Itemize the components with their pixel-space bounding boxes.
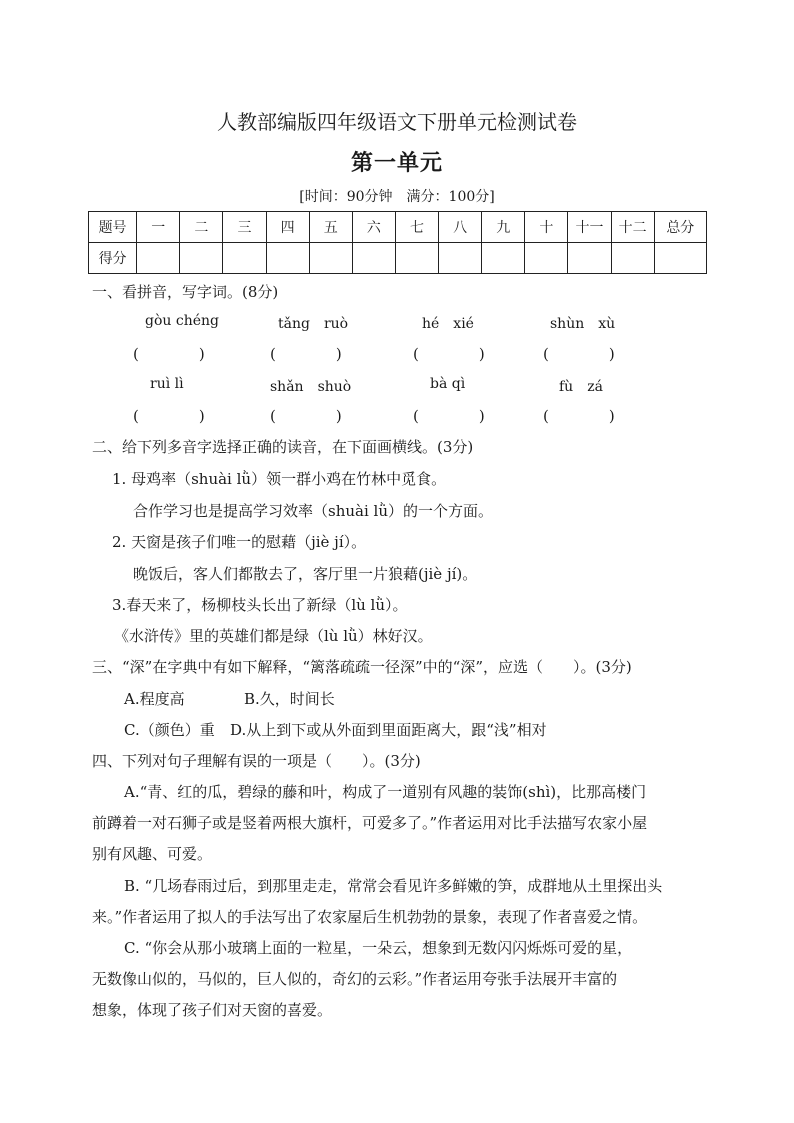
answer-line: C. “你会从那小玻璃上面的一粒星，一朵云，想象到无数闪闪烁烁可爱的星， [124,939,633,957]
score-header-cell: 十一 [568,212,611,243]
answer-bracket[interactable]: ( ) [543,345,615,363]
score-header-cell: 题号 [89,212,137,243]
answer-line: B. “几场春雨过后，到那里走走，常常会看见许多鲜嫩的笋，成群地从土里探出头 [124,877,663,895]
pinyin-item: fù zá [559,379,603,395]
question-line: 1. 母鸡率（shuài lǜ）领一群小鸡在竹林中觅食。 [112,470,447,488]
score-cell[interactable] [611,243,654,274]
score-cell[interactable] [482,243,525,274]
score-header-cell: 十 [525,212,568,243]
answer-line: A.“青、红的瓜，碧绿的藤和叶，构成了一道别有风趣的装饰(shì)，比那高楼门 [124,783,647,801]
score-cell[interactable] [439,243,482,274]
answer-bracket[interactable]: ( ) [133,407,205,425]
question-line: 合作学习也是提高学习效率（shuài lǜ）的一个方面。 [133,502,493,520]
answer-bracket[interactable]: ( ) [543,407,615,425]
pinyin-item: bà qì [430,376,466,392]
score-cell[interactable] [266,243,309,274]
pinyin-item: shùn xù [550,316,616,332]
answer-bracket[interactable]: ( ) [270,407,342,425]
option-a: A.程度高 [124,690,185,708]
answer-line: 别有风趣、可爱。 [92,845,213,863]
question-line: 《水浒传》里的英雄们都是绿（lù lǜ）林好汉。 [114,627,433,645]
score-table-score-row [89,243,707,274]
question-line: 2. 天窗是孩子们唯一的慰藉（jiè jí）。 [112,533,367,551]
score-header-cell: 三 [223,212,266,243]
answer-bracket[interactable]: ( ) [133,345,205,363]
answer-bracket[interactable]: ( ) [270,345,342,363]
score-row-label: 得分 [89,243,137,274]
score-cell[interactable] [525,243,568,274]
pinyin-item: hé xié [422,316,474,332]
score-header-cell: 八 [439,212,482,243]
score-header-cell: 四 [266,212,309,243]
section-1-heading: 一、看拼音，写字词。(8分) [92,283,279,301]
score-cell[interactable] [395,243,438,274]
section-2-heading: 二、给下列多音字选择正确的读音，在下面画横线。(3分) [92,438,474,456]
option-d: D.从上到下或从外面到里面距离大，跟“浅”相对 [230,721,547,739]
score-header-cell: 七 [395,212,438,243]
answer-bracket[interactable]: ( ) [413,345,485,363]
pinyin-item: shǎn shuò [270,379,352,395]
score-cell[interactable] [137,243,180,274]
score-cell[interactable] [654,243,706,274]
time-score-info: [时间：90分钟 满分：100分] [299,189,495,205]
score-cell[interactable] [352,243,395,274]
answer-bracket[interactable]: ( ) [413,407,485,425]
question-line: 晚饭后，客人们都散去了，客厅里一片狼藉(jiè jí)。 [133,565,478,583]
score-cell[interactable] [568,243,611,274]
option-b: B.久，时间长 [244,690,335,708]
score-cell[interactable] [309,243,352,274]
unit-title: 第一单元 [350,150,443,176]
score-header-cell: 二 [180,212,223,243]
question-line: 3.春天来了，杨柳枝头长出了新绿（lù lǜ）。 [112,596,408,614]
score-header-cell: 十二 [611,212,654,243]
pinyin-item: tǎng ruò [278,316,349,332]
answer-line: 前蹲着一对石狮子或是竖着两根大旗杆，可爱多了。”作者运用对比手法描写农家小屋 [92,814,648,832]
score-header-cell: 总分 [654,212,706,243]
answer-line: 想象，体现了孩子们对天窗的喜爱。 [92,1001,333,1019]
answer-line: 来。”作者运用了拟人的手法写出了农家屋后生机勃勃的景象，表现了作者喜爱之情。 [92,908,648,926]
score-cell[interactable] [180,243,223,274]
score-table [88,211,707,274]
score-cell[interactable] [223,243,266,274]
option-c: C.（颜色）重 [124,721,215,739]
answer-line: 无数像山似的，马似的，巨人似的，奇幻的云彩。”作者运用夸张手法展开丰富的 [92,970,618,988]
score-header-cell: 九 [482,212,525,243]
page-title: 人教部编版四年级语文下册单元检测试卷 [217,110,577,134]
pinyin-item: ruì lì [150,376,184,392]
score-header-cell: 一 [137,212,180,243]
score-header-cell: 六 [352,212,395,243]
score-header-cell: 五 [309,212,352,243]
section-4-heading: 四、下列对句子理解有误的一项是（ ）。(3分) [92,752,421,770]
pinyin-item: gòu chéng [145,313,219,329]
score-table-header-row [89,212,707,243]
section-3-heading: 三、“深”在字典中有如下解释，“篱落疏疏一径深”中的“深”，应选（ ）。(3分) [92,658,632,676]
